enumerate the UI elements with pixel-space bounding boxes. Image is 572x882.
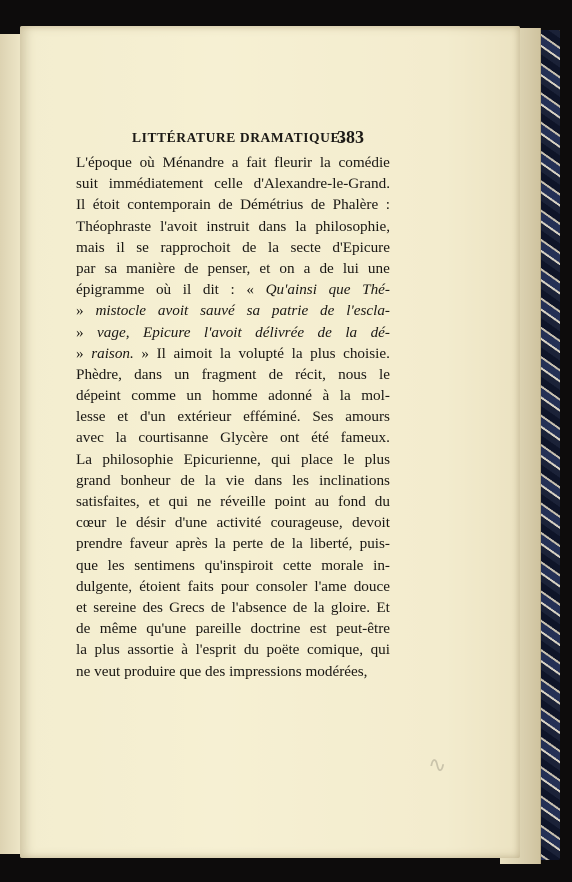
text-line: suit immédiatement celle d'Alexandre-le-Grand.: [76, 175, 390, 193]
running-head: LITTÉRATURE DRAMATIQUE.: [132, 130, 345, 145]
text-line: satisfaites, et qui ne réveille point au fond du: [76, 493, 390, 510]
text-line: avec la courtisanne Glycère ont été fameux.: [76, 429, 390, 447]
text-line: grand bonheur de la vie dans les inclinations: [76, 471, 390, 489]
body-text: [76, 152, 390, 682]
text-line: » raison. » Il aimoit la volupté la plus choisie.: [76, 344, 390, 362]
pencil-mark: ∿: [428, 752, 447, 777]
text-line: que les sentimens qu'inspiroit cette morale in-: [76, 556, 390, 574]
text-line: épigramme où il dit : « Qu'ainsi que Thé-: [76, 281, 390, 299]
text-line: Phèdre, dans un fragment de récit, nous le: [76, 365, 390, 383]
text-line: prendre faveur après la perte de la liberté, puis-: [76, 535, 390, 553]
text-line: Théophraste l'avoit instruit dans la philosophie,: [76, 217, 390, 235]
text-line: La philosophie Epicurienne, qui place le plus: [76, 450, 390, 468]
text-line: lesse et d'un extérieur efféminé. Ses amours: [76, 408, 390, 426]
text-line: dépeint comme un homme adonné à la mol-: [76, 387, 390, 405]
text-line: de même qu'une pareille doctrine est peut-être: [76, 620, 390, 638]
text-line: L'époque où Ménandre a fait fleurir la comédie: [76, 154, 390, 171]
text-line: mais il se rapprochoit de la secte d'Epicure: [76, 238, 390, 256]
text-line: cœur le désir d'une activité courageuse, devoit: [76, 514, 390, 532]
text-line: » mistocle avoit sauvé sa patrie de l'escla-: [76, 302, 390, 320]
text-line: dulgente, étoient faits pour consoler l'ame douce: [76, 577, 390, 595]
text-line: la plus assortie à l'esprit du poëte comique, qui: [76, 641, 390, 659]
text-line: par sa manière de penser, et on a de lui une: [76, 259, 390, 277]
page-number: 383: [337, 127, 364, 147]
text-line: et sereine des Grecs de l'absence de la gloire. Et: [76, 598, 390, 616]
text-line: » vage, Epicure l'avoit délivrée de la dé-: [76, 323, 390, 341]
text-line: Il étoit contemporain de Démétrius de Phalère :: [76, 196, 390, 214]
text-line: ne veut produire que des impressions modérées,: [76, 662, 368, 680]
